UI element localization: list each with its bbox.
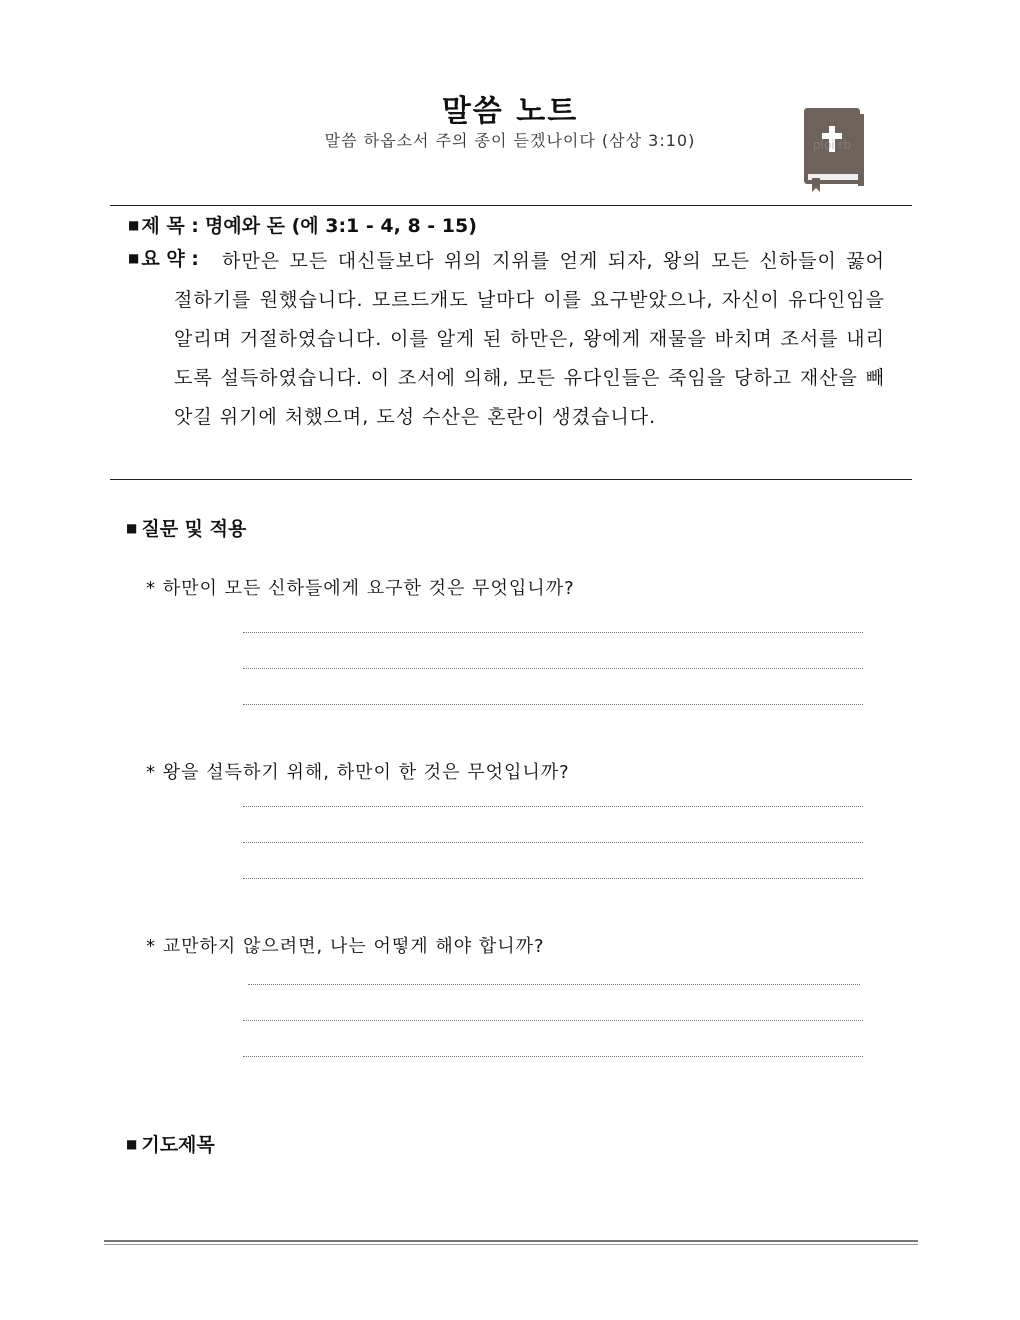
question-1: * 하만이 모든 신하들에게 요구한 것은 무엇입니까? xyxy=(146,578,575,599)
topic-row xyxy=(128,211,477,238)
question-2: * 왕을 설득하기 위해, 하만이 한 것은 무엇입니까? xyxy=(146,762,570,783)
answer-line[interactable] xyxy=(243,668,863,669)
answer-line[interactable] xyxy=(243,806,863,807)
answer-line[interactable] xyxy=(243,842,863,843)
answer-line[interactable] xyxy=(243,632,863,633)
answer-line[interactable] xyxy=(243,878,863,879)
topic-value: 명예와 돈 (에 3:1 - 4, 8 - 15) xyxy=(204,215,477,237)
top-divider xyxy=(110,205,912,206)
footer-divider-secondary xyxy=(104,1244,918,1245)
answer-line[interactable] xyxy=(243,704,863,705)
question-3: * 교만하지 않으려면, 나는 어떻게 해야 합니까? xyxy=(146,936,545,957)
topic-label: 제 목 : xyxy=(141,215,199,237)
page-title: 말씀 노트 xyxy=(441,94,579,129)
icon-watermark-text: ploi rb xyxy=(813,138,851,152)
footer-divider xyxy=(104,1240,918,1242)
bullet-square-icon: ■ xyxy=(126,521,138,535)
summary-divider xyxy=(110,479,912,480)
prayer-section-title: 기도제목 xyxy=(141,1134,215,1156)
questions-section-title: 질문 및 적용 xyxy=(141,518,247,540)
answer-line[interactable] xyxy=(248,984,860,985)
summary-label: 요 약 : xyxy=(141,248,199,270)
bullet-square-icon: ■ xyxy=(126,1137,138,1151)
answer-line[interactable] xyxy=(243,1020,863,1021)
bullet-square-icon: ■ xyxy=(128,251,140,265)
prayer-section-header xyxy=(126,1130,215,1157)
answer-line[interactable] xyxy=(243,1056,863,1057)
summary-text: 하만은 모든 대신들보다 위의 지위를 얻게 되자, 왕의 모든 신하들이 꿇어 절하기를 원했습니다. 모르드개도 날마다 이를 요구받았으나, 자신이 유다인임을 알리며 거절하였습니다. 이를 알게 된 하만은, 왕에게 재물을 바치며 조서를 내리도록 설득하였습니다. 이 조서에 의해, 모든 유다인들은 죽임을 당하고 재산을 빼앗길 위기에 처했으며, 도성 수산은 혼란이 생겼습니다. xyxy=(174,250,885,428)
questions-section-header xyxy=(126,514,246,541)
page-subtitle: 말씀 하옵소서 주의 종이 듣겠나이다 (삼상 3:10) xyxy=(324,131,696,150)
bullet-square-icon: ■ xyxy=(128,218,140,232)
